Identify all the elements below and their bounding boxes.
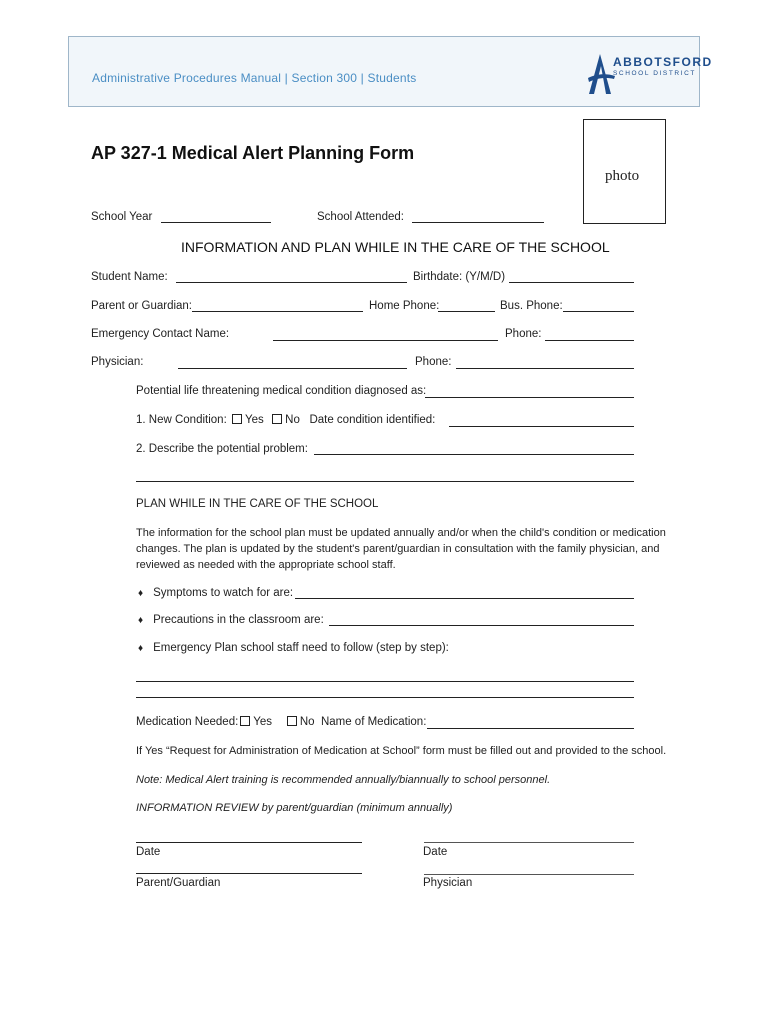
new-condition-no-label: No	[285, 414, 300, 426]
precautions-label: Precautions in the classroom are:	[153, 614, 324, 626]
parent-signature-field[interactable]	[136, 873, 362, 874]
date-right-label: Date	[423, 846, 448, 858]
parent-field[interactable]	[192, 311, 363, 312]
medication-yes-label: Yes	[253, 716, 273, 728]
medication-needed-label: Medication Needed:	[136, 716, 239, 728]
school-year-label: School Year	[91, 211, 153, 223]
new-condition-row	[136, 414, 435, 426]
precautions-field[interactable]	[329, 625, 634, 626]
physician-signature-label: Physician	[423, 877, 473, 889]
date-identified-field[interactable]	[449, 426, 634, 427]
bullet-icon: ♦	[138, 588, 144, 599]
new-condition-label: 1. New Condition:	[136, 414, 227, 426]
training-note: Note: Medical Alert training is recommended annually/biannually to school personnel.	[136, 774, 551, 786]
home-phone-label: Home Phone:	[369, 300, 440, 312]
medication-name-label: Name of Medication:	[320, 716, 427, 728]
emergency-contact-field[interactable]	[273, 340, 498, 341]
plan-paragraph-line-1: The information for the school plan must be updated annually and/or when the child's condition or medication	[136, 527, 666, 539]
school-year-field[interactable]	[161, 222, 271, 223]
emergency-phone-label: Phone:	[505, 328, 542, 340]
new-condition-yes-label: Yes	[244, 414, 264, 426]
condition-label: Potential life threatening medical condition diagnosed as:	[136, 385, 427, 397]
parent-label: Parent or Guardian:	[91, 300, 193, 312]
date-left-field[interactable]	[136, 842, 362, 843]
date-identified-label: Date condition identified:	[309, 414, 436, 426]
emergency-phone-field[interactable]	[545, 340, 634, 341]
symptoms-row	[138, 587, 293, 599]
bullet-icon: ♦	[138, 615, 144, 626]
symptoms-field[interactable]	[295, 598, 634, 599]
emergency-plan-field-1[interactable]	[136, 681, 634, 682]
photo-label: photo	[605, 168, 640, 184]
new-condition-yes-checkbox[interactable]	[232, 414, 242, 424]
emergency-plan-label: Emergency Plan school staff need to follow (step by step):	[153, 642, 449, 654]
parent-signature-label: Parent/Guardian	[136, 877, 221, 889]
home-phone-field[interactable]	[438, 311, 495, 312]
emergency-contact-label: Emergency Contact Name:	[91, 328, 230, 340]
emergency-plan-row	[138, 642, 449, 654]
abbotsford-logo-icon	[586, 52, 616, 96]
medication-no-checkbox[interactable]	[287, 716, 297, 726]
plan-heading: PLAN WHILE IN THE CARE OF THE SCHOOL	[136, 498, 379, 510]
logo-name: ABBOTSFORD	[613, 55, 713, 69]
logo-subtitle: SCHOOL DISTRICT	[613, 70, 696, 77]
physician-label: Physician:	[91, 356, 144, 368]
medication-row	[136, 716, 426, 728]
symptoms-label: Symptoms to watch for are:	[153, 587, 294, 599]
school-attended-label: School Attended:	[317, 211, 404, 223]
student-name-label: Student Name:	[91, 271, 168, 283]
student-name-field[interactable]	[176, 282, 407, 283]
bullet-icon: ♦	[138, 643, 144, 654]
physician-field[interactable]	[178, 368, 407, 369]
physician-phone-field[interactable]	[456, 368, 634, 369]
medication-name-field[interactable]	[427, 728, 634, 729]
plan-paragraph-line-2: changes. The plan is updated by the student's parent/guardian in consultation with the family physician, and	[136, 543, 660, 555]
date-right-field[interactable]	[424, 842, 634, 843]
physician-signature-field[interactable]	[424, 874, 634, 875]
running-head: Administrative Procedures Manual | Section 300 | Students	[92, 71, 417, 85]
condition-field[interactable]	[425, 397, 634, 398]
birthdate-label: Birthdate: (Y/M/D)	[413, 271, 506, 283]
medication-yes-checkbox[interactable]	[240, 716, 250, 726]
precautions-row	[138, 614, 324, 626]
new-condition-no-checkbox[interactable]	[272, 414, 282, 424]
date-left-label: Date	[136, 846, 161, 858]
physician-phone-label: Phone:	[415, 356, 452, 368]
describe-field-2[interactable]	[136, 481, 634, 482]
section-heading: INFORMATION AND PLAN WHILE IN THE CARE OF THE SCHOOL	[181, 239, 610, 255]
medication-instruction: If Yes “Request for Administration of Medication at School” form must be filled out and provided to the school.	[136, 745, 667, 757]
review-note: INFORMATION REVIEW by parent/guardian (minimum annually)	[136, 802, 453, 814]
form-title: AP 327-1 Medical Alert Planning Form	[91, 143, 415, 163]
plan-paragraph-line-3: reviewed as needed with the appropriate school staff.	[136, 559, 396, 571]
medication-no-label: No	[299, 716, 315, 728]
birthdate-field[interactable]	[509, 282, 634, 283]
bus-phone-label: Bus. Phone:	[500, 300, 563, 312]
bus-phone-field[interactable]	[563, 311, 634, 312]
school-attended-field[interactable]	[412, 222, 544, 223]
describe-label: 2. Describe the potential problem:	[136, 443, 308, 455]
emergency-plan-field-2[interactable]	[136, 697, 634, 698]
describe-field-1[interactable]	[314, 454, 634, 455]
